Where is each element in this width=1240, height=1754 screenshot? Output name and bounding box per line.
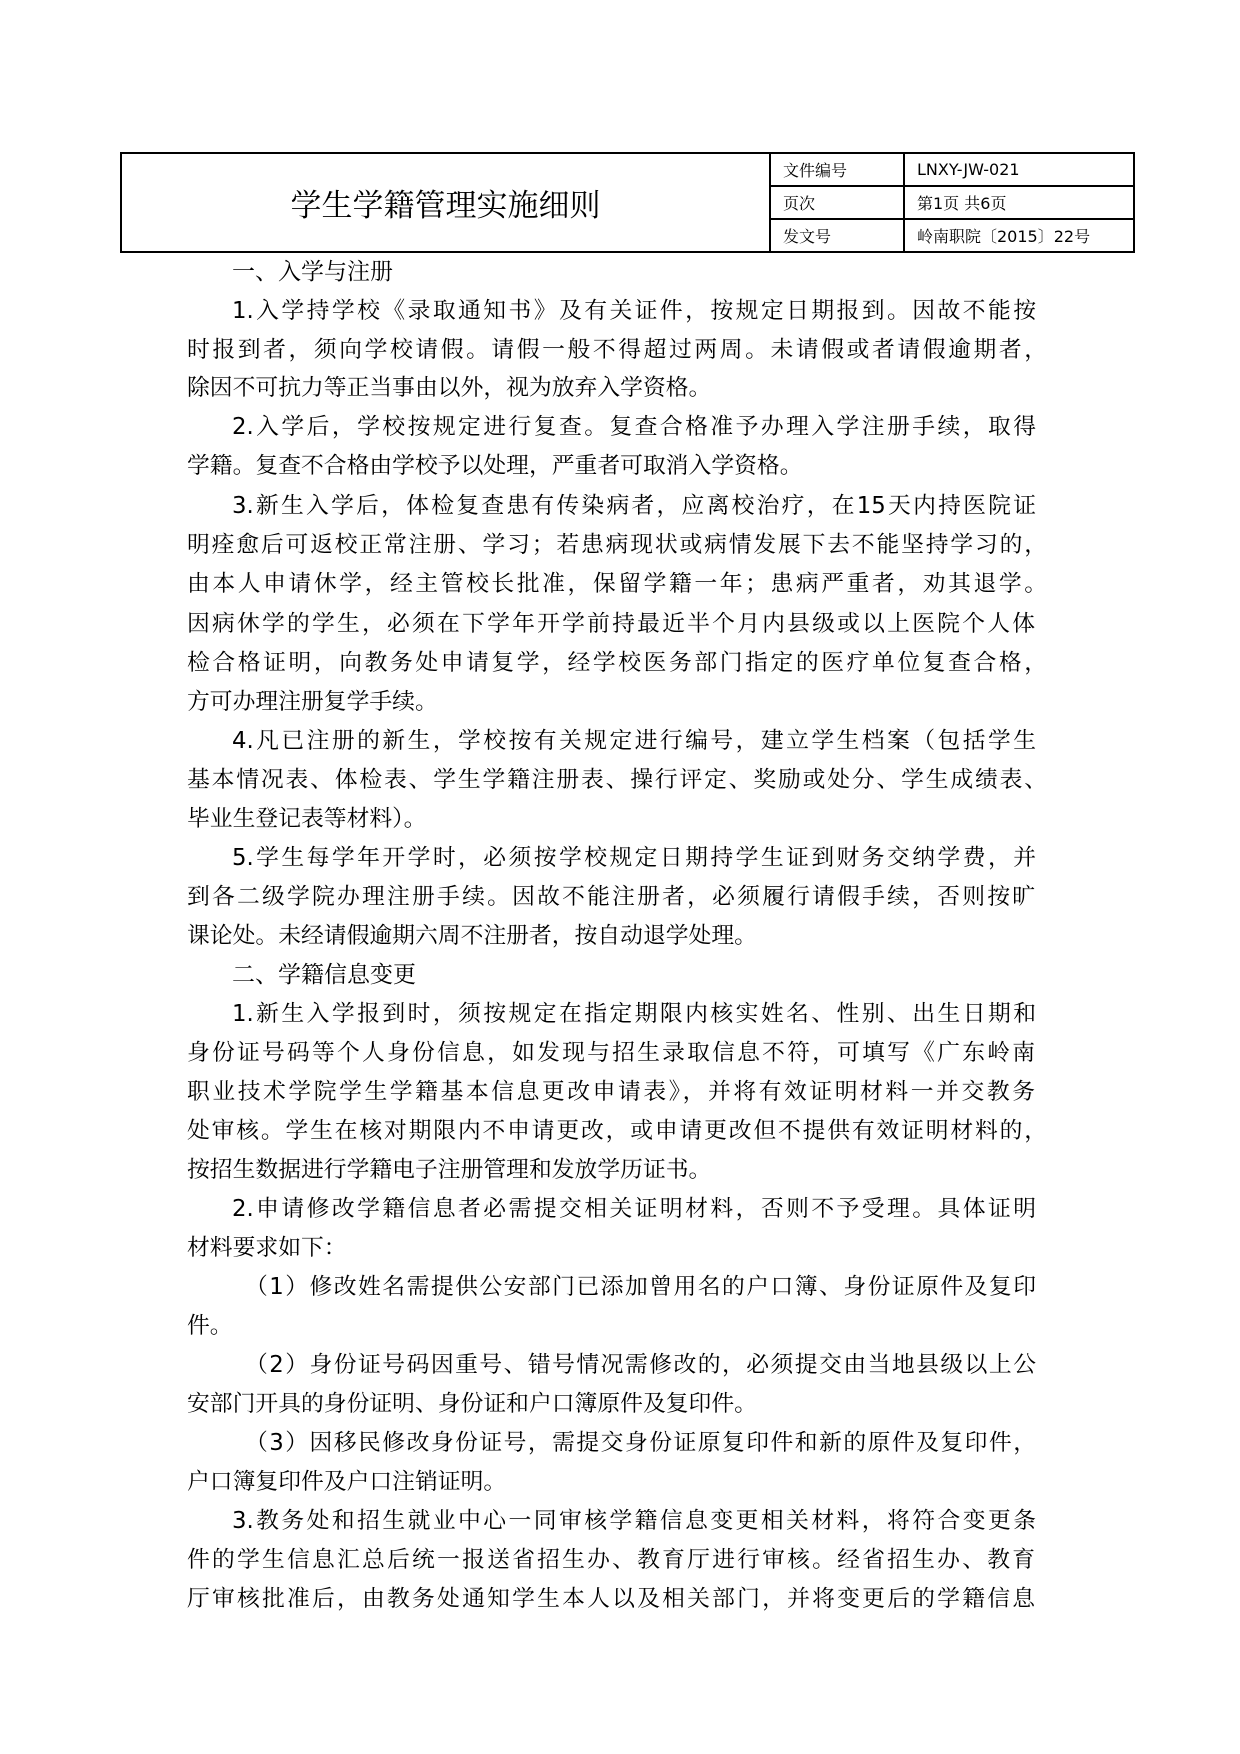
file-number-label: 文件编号 [770, 153, 904, 186]
document-title: 学生学籍管理实施细则 [121, 153, 770, 252]
paragraph-line: 方可办理注册复学手续。 [187, 689, 438, 715]
paragraph-line: 学籍。复查不合格由学校予以处理，严重者可取消入学资格。 [187, 453, 803, 479]
paragraph-line: 毕业生登记表等材料）。 [187, 806, 427, 832]
paragraph-line: 到各二级学院办理注册手续。因故不能注册者，必须履行请假手续，否则按旷 [187, 884, 1035, 910]
page-count-value: 第1页 共6页 [904, 186, 1134, 219]
issue-number-value: 岭南职院〔2015〕22号 [904, 219, 1134, 252]
paragraph-line: 2.申请修改学籍信息者必需提交相关证明材料，否则不予受理。具体证明 [232, 1196, 1036, 1222]
paragraph-line: 时报到者，须向学校请假。请假一般不得超过两周。未请假或者请假逾期者， [187, 337, 1047, 363]
paragraph-line: 2.入学后，学校按规定进行复查。复查合格准予办理入学注册手续，取得 [232, 414, 1036, 440]
paragraph-line: 身份证号码等个人身份信息，如发现与招生录取信息不符，可填写《广东岭南 [187, 1040, 1035, 1066]
paragraph-line: 3.新生入学后，体检复查患有传染病者，应离校治疗，在15天内持医院证 [232, 493, 1036, 519]
paragraph-line: 按招生数据进行学籍电子注册管理和发放学历证书。 [187, 1157, 712, 1183]
paragraph-line: 因病休学的学生，必须在下学年开学前持最近半个月内县级或以上医院个人体 [187, 611, 1035, 637]
paragraph-line: 检合格证明，向教务处申请复学，经学校医务部门指定的医疗单位复查合格， [187, 650, 1047, 676]
paragraph-line: 安部门开具的身份证明、身份证和户口簿原件及复印件。 [187, 1391, 757, 1417]
paragraph-line: 除因不可抗力等正当事由以外，视为放弃入学资格。 [187, 375, 712, 401]
paragraph-line: （3）因移民修改身份证号，需提交身份证原复印件和新的原件及复印件， [245, 1430, 1036, 1456]
paragraph-line: 明痊愈后可返校正常注册、学习；若患病现状或病情发展下去不能坚持学习的， [187, 532, 1047, 558]
paragraph-line: （1）修改姓名需提供公安部门已添加曾用名的户口簿、身份证原件及复印 [245, 1274, 1036, 1300]
page-count-label: 页次 [770, 186, 904, 219]
paragraph-line: 3.教务处和招生就业中心一同审核学籍信息变更相关材料，将符合变更条 [232, 1508, 1036, 1534]
paragraph-line: 1.入学持学校《录取通知书》及有关证件，按规定日期报到。因故不能按 [232, 298, 1036, 324]
paragraph-line: 基本情况表、体检表、学生学籍注册表、操行评定、奖励或处分、学生成绩表、 [187, 767, 1047, 793]
paragraph-line: 材料要求如下： [187, 1235, 347, 1261]
paragraph-line: 件的学生信息汇总后统一报送省招生办、教育厅进行审核。经省招生办、教育 [187, 1547, 1035, 1573]
paragraph-line: 件。 [187, 1313, 233, 1339]
paragraph-line: （2）身份证号码因重号、错号情况需修改的，必须提交由当地县级以上公 [245, 1352, 1036, 1378]
paragraph-line: 5.学生每学年开学时，必须按学校规定日期持学生证到财务交纳学费，并 [232, 845, 1036, 871]
paragraph-line: 1.新生入学报到时，须按规定在指定期限内核实姓名、性别、出生日期和 [232, 1001, 1036, 1027]
paragraph-line: 户口簿复印件及户口注销证明。 [187, 1469, 507, 1495]
paragraph-line: 处审核。学生在核对期限内不申请更改，或申请更改但不提供有效证明材料的， [187, 1118, 1047, 1144]
paragraph-line: 职业技术学院学生学籍基本信息更改申请表》，并将有效证明材料一并交教务 [187, 1079, 1035, 1105]
paragraph-line: 课论处。未经请假逾期六周不注册者，按自动退学处理。 [187, 923, 757, 949]
section-heading: 二、学籍信息变更 [232, 962, 416, 988]
section-heading: 一、入学与注册 [232, 259, 393, 285]
paragraph-line: 由本人申请休学，经主管校长批准，保留学籍一年；患病严重者，劝其退学。 [187, 571, 1047, 597]
paragraph-line: 厅审核批准后，由教务处通知学生本人以及相关部门，并将变更后的学籍信息 [187, 1586, 1035, 1612]
issue-number-label: 发文号 [770, 219, 904, 252]
paragraph-line: 4.凡已注册的新生，学校按有关规定进行编号，建立学生档案（包括学生 [232, 728, 1036, 754]
document-header-table [120, 152, 1135, 253]
file-number-value: LNXY-JW-021 [904, 153, 1134, 186]
